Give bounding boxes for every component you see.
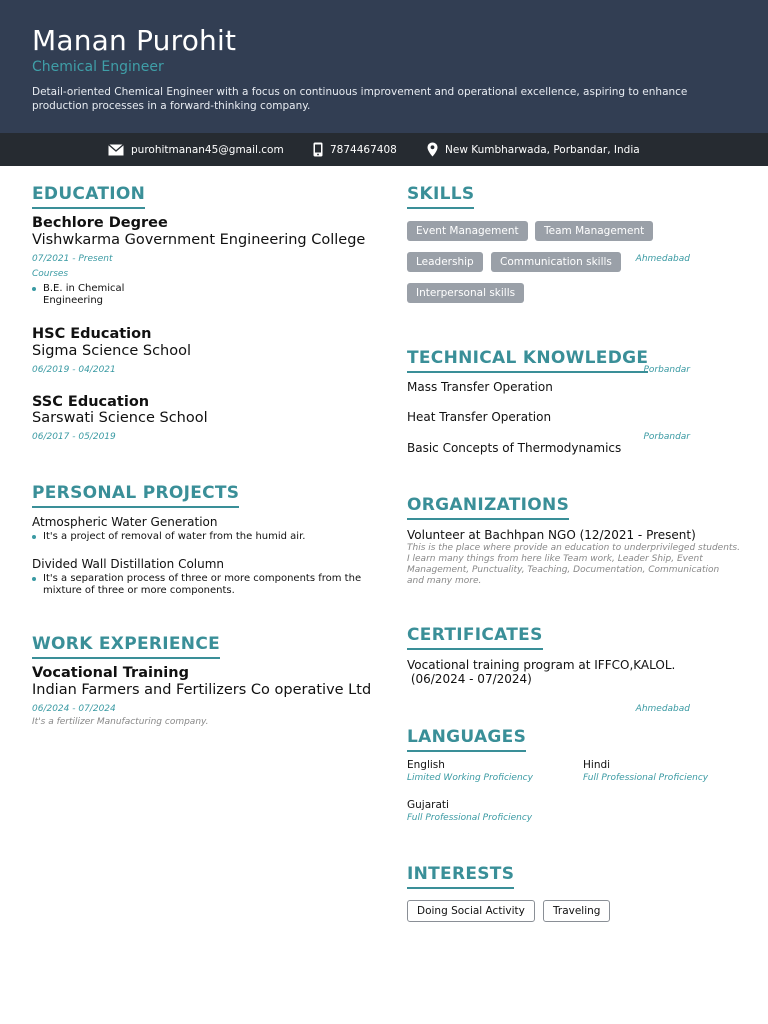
- skill-chip: Leadership: [407, 252, 483, 272]
- certificate-item: Vocational training program at IFFCO,KALOL. (06/2024 - 07/2024): [407, 658, 676, 686]
- work-location: Ahmedabad: [635, 704, 690, 714]
- organizations-heading: ORGANIZATIONS: [407, 495, 569, 520]
- language-level: Limited Working Proficiency: [407, 773, 533, 783]
- skill-chip: Event Management: [407, 221, 528, 241]
- email-text: purohitmanan45@gmail.com: [131, 143, 284, 156]
- project-name-2: Divided Wall Distillation Column: [32, 557, 225, 571]
- technical-item: Basic Concepts of Thermodynamics: [407, 441, 622, 455]
- education-school-3: Sarswati Science School: [32, 410, 208, 426]
- organization-description: This is the place where provide an education to underprivileged students. I learn many things from here like Team work, Leader Ship, Event Management, Punctuality, Teaching, Documentation, Communication and many more.: [407, 543, 740, 586]
- education-school-1: Vishwkarma Government Engineering College: [32, 232, 366, 248]
- work-role: Vocational Training: [32, 665, 189, 681]
- skill-chip: Interpersonal skills: [407, 283, 524, 303]
- project-bullet-1: It's a project of removal of water from the humid air.: [32, 531, 305, 543]
- education-dates-2: 06/2019 - 04/2021: [32, 365, 116, 375]
- skill-chip: Team Management: [535, 221, 653, 241]
- project-name-1: Atmospheric Water Generation: [32, 515, 218, 529]
- education-heading: EDUCATION: [32, 184, 145, 209]
- work-company: Indian Farmers and Fertilizers Co operative Ltd: [32, 682, 372, 698]
- technical-heading: TECHNICAL KNOWLEDGE: [407, 348, 648, 373]
- organization-name: Volunteer at Bachhpan NGO (12/2021 - Present): [407, 528, 696, 542]
- resume-header: [0, 0, 768, 133]
- projects-heading: PERSONAL PROJECTS: [32, 483, 239, 508]
- courses-label: Courses: [32, 269, 69, 279]
- language-name: Hindi: [583, 759, 611, 771]
- interests-heading: INTERESTS: [407, 864, 514, 889]
- course-item: B.E. in Chemical Engineering: [32, 283, 124, 307]
- language-level: Full Professional Proficiency: [407, 813, 533, 823]
- phone-text: 7874467408: [330, 143, 397, 156]
- work-heading: WORK EXPERIENCE: [32, 634, 220, 659]
- interest-chip: Doing Social Activity: [407, 900, 535, 922]
- technical-item: Mass Transfer Operation: [407, 380, 553, 394]
- skill-chip: Communication skills: [491, 252, 621, 272]
- education-dates-3: 06/2017 - 05/2019: [32, 432, 116, 442]
- certificates-heading: CERTIFICATES: [407, 625, 543, 650]
- candidate-name: Manan Purohit: [32, 24, 237, 57]
- education-degree-3: SSC Education: [32, 394, 150, 410]
- languages-heading: LANGUAGES: [407, 727, 526, 752]
- summary-text: Detail-oriented Chemical Engineer with a focus on continuous improvement and operational excellence, aspiring to enhance production processes in a forward-thinking company.: [32, 86, 688, 112]
- contact-bar: [0, 133, 768, 166]
- location-text: New Kumbharwada, Porbandar, India: [445, 143, 640, 156]
- candidate-role: Chemical Engineer: [32, 59, 164, 75]
- phone-icon: [313, 142, 323, 157]
- contact-email[interactable]: [108, 133, 284, 166]
- education-location-3: Porbandar: [643, 432, 690, 442]
- contact-phone[interactable]: [313, 133, 397, 166]
- location-pin-icon: [427, 142, 438, 157]
- education-location-2: Porbandar: [643, 365, 690, 375]
- language-name: English: [407, 759, 445, 771]
- work-description: It's a fertilizer Manufacturing company.: [32, 717, 209, 727]
- education-school-2: Sigma Science School: [32, 343, 192, 359]
- education-dates-1: 07/2021 - Present: [32, 254, 113, 264]
- education-degree-1: Bechlore Degree: [32, 215, 168, 231]
- education-location-1: Ahmedabad: [635, 254, 690, 264]
- education-degree-2: HSC Education: [32, 326, 152, 342]
- project-bullet-2: It's a separation process of three or more components from the mixture of three or more components.: [32, 573, 361, 597]
- work-dates: 06/2024 - 07/2024: [32, 704, 116, 714]
- skills-heading: SKILLS: [407, 184, 474, 209]
- language-level: Full Professional Proficiency: [583, 773, 709, 783]
- interest-chip: Traveling: [543, 900, 610, 922]
- email-icon: [108, 144, 124, 156]
- language-name: Gujarati: [407, 799, 449, 811]
- technical-item: Heat Transfer Operation: [407, 410, 552, 424]
- contact-location: [427, 133, 640, 166]
